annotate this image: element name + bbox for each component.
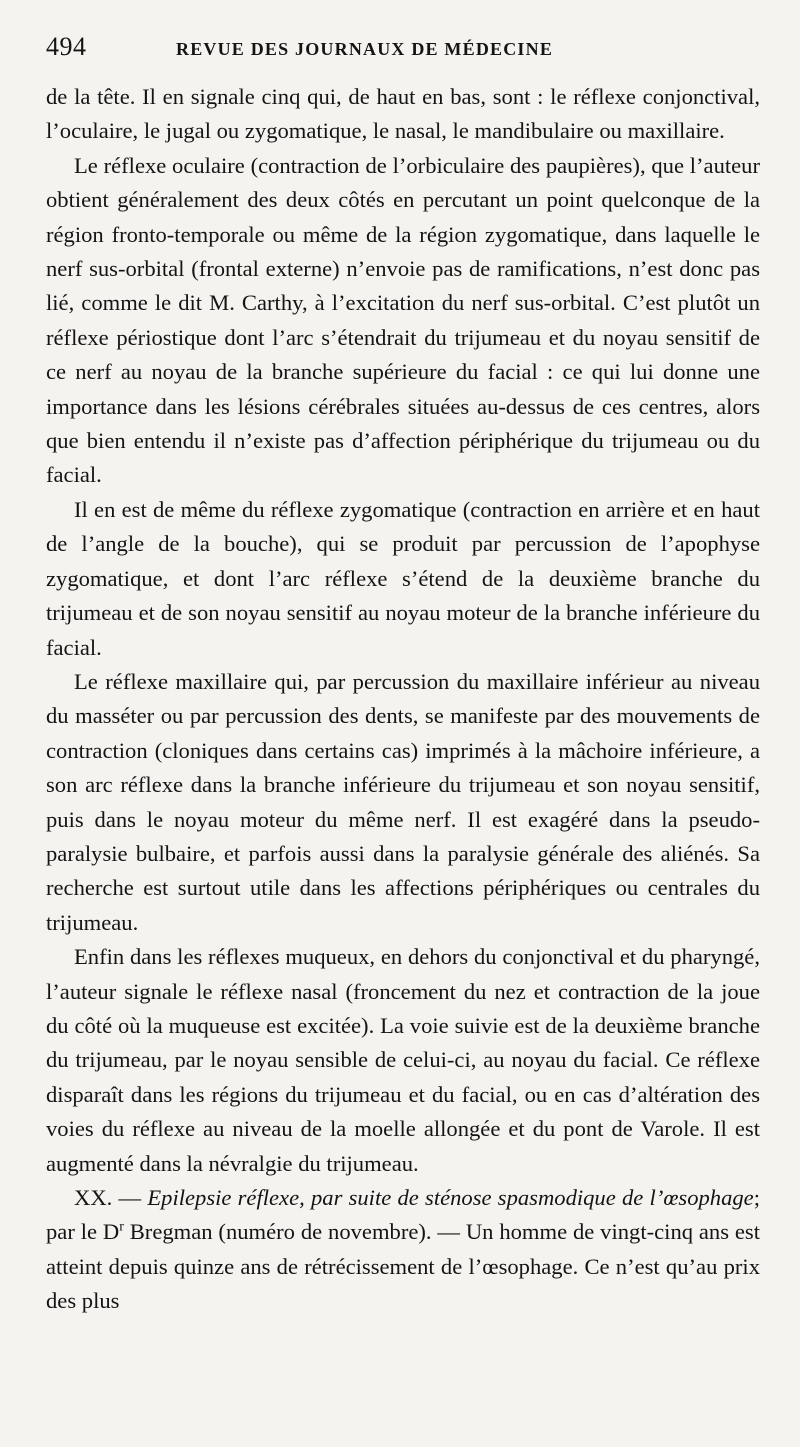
paragraph-1: de la tête. Il en signale cinq qui, de haut en bas, sont : le réflexe conjonctival, l’oculaire, le jugal ou zygomatique, le nasal, le mandibulaire ou maxillaire.: [46, 84, 760, 144]
paragraph-3: Il en est de même du réflexe zygomatique (contraction en arrière et en haut de l’angle de la bouche), qui se produit par percussion de l’apophyse zygomatique, et dont l’arc réflexe s’étend de la deuxième branche du trijumeau et de son noyau sensitif au noyau moteur de la branche inférieure du facial.: [46, 496, 760, 660]
section-xx-by: ; par le D: [46, 1185, 760, 1245]
section-xx-title: Epilepsie réflexe, par suite de sténose spasmodique de l’œsophage: [147, 1185, 754, 1210]
section-xx-number: XX. —: [74, 1185, 142, 1210]
page-number: 494: [46, 32, 87, 61]
body-text: [46, 80, 760, 1319]
paragraph-5: Enfin dans les réflexes muqueux, en dehors du conjonctival et du pharyngé, l’auteur signale le réflexe nasal (froncement du nez et contraction de la joue du côté où la muqueuse est excitée). La voie suivie est de la deuxième branche du trijumeau, par le noyau sensible de celui-ci, au noyau du facial. Ce réflexe disparaît dans les régions du trijumeau et du facial, ou en cas d’altération des voies du réflexe au niveau de la moelle allongée et du pont de Varole. Il est augmenté dans la névralgie du trijumeau.: [46, 944, 760, 1176]
running-head: [46, 32, 760, 80]
paragraph-4: Le réflexe maxillaire qui, par percussion du maxillaire inférieur au niveau du masséter ou par percussion des dents, se manifeste par des mouvements de contraction (cloniques dans certains cas) imprimés à la mâchoire inférieure, a son arc réflexe dans la branche inférieure du trijumeau et son noyau sensitif, puis dans le noyau moteur du même nerf. Il est exagéré dans la pseudo-paralysie bulbaire, et parfois aussi dans la paralysie générale des aliénés. Sa recherche est surtout utile dans les affections périphériques ou centrales du trijumeau.: [46, 668, 760, 935]
running-title: REVUE DES JOURNAUX DE MÉDECINE: [176, 39, 554, 59]
section-xx-text: Bregman (numéro de novembre). — Un homme de vingt-cinq ans est atteint depuis quinze ans de rétrécissement de l’œsophage. Ce n’est qu’au prix des plus: [46, 1219, 760, 1314]
paragraph-2: Le réflexe oculaire (contraction de l’orbiculaire des paupières), que l’auteur obtient généralement des deux côtés en percutant un point quelconque de la région fronto-temporale ou même de la région zygomatique, dans laquelle le nerf sus-orbital (frontal externe) n’envoie pas de ramifications, n’est donc pas lié, comme le dit M. Carthy, à l’excitation du nerf sus-orbital. C’est plutôt un réflexe périostique dont l’arc s’étendrait du trijumeau et du noyau sensitif de ce nerf au noyau de la branche supérieure du facial : ce qui lui donne une importance dans les lésions cérébrales situées au-dessus de ces centres, alors que bien entendu il n’existe pas d’affection périphérique du trijumeau ou du facial.: [46, 152, 760, 488]
doctor-abbrev-superscript: r: [119, 1219, 124, 1235]
section-xx: [46, 1181, 760, 1319]
